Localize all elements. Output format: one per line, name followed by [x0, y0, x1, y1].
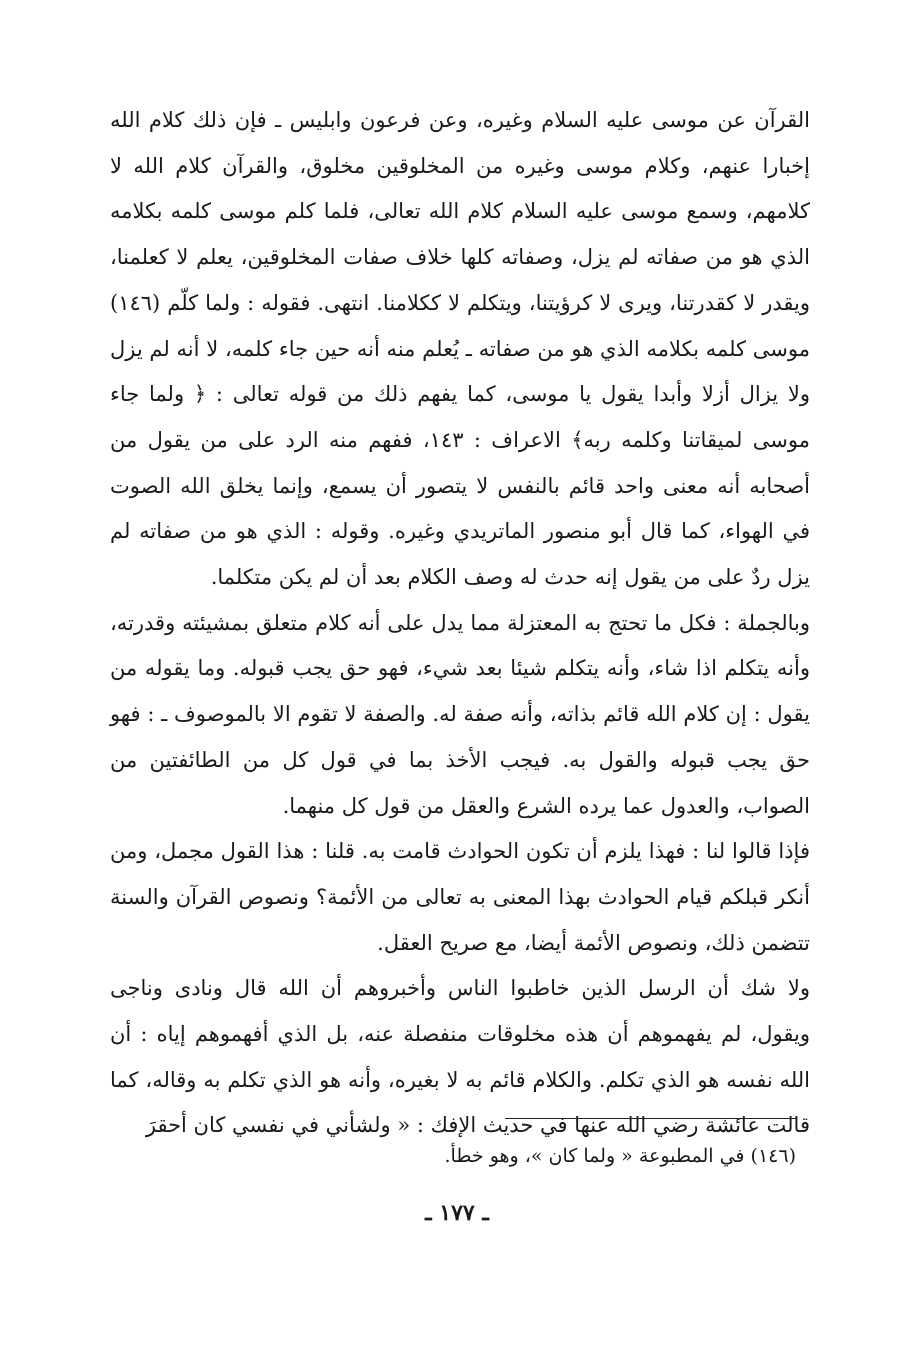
paragraph-2: وبالجملة : فكل ما تحتج به المعتزلة مما يدل على أنه كلام متعلق بمشيئته وقدرته، وأنه يتكلم اذا شاء، وأنه يتكلم شيئا بعد شيء، فهو حق يجب قبوله. وما يقوله من يقول : إن كلام الله قائم بذاته، وأنه صفة له. والصفة لا تقوم الا بالموصوف ـ : فهو حق يجب قبوله والقول به. فيجب الأخذ بما في قول كل من الطائفتين من الصواب، والعدول عما يرده الشرع والعقل من قول كل منهما.: [110, 610, 810, 818]
main-text: [110, 98, 810, 1149]
footnote: (١٤٦) في المطبوعة « ولما كان »، وهو خطأ.: [444, 1145, 796, 1167]
paragraph-3: فإذا قالوا لنا : فهذا يلزم أن تكون الحوادث قامت به. قلنا : هذا القول مجمل، ومن أنكر قبلكم قيام الحوادث بهذا المعنى به تعالى من الأئمة؟ ونصوص القرآن والسنة تتضمن ذلك، ونصوص الأئمة أيضا، مع صريح العقل.: [110, 839, 810, 955]
paragraph-1: القرآن عن موسى عليه السلام وغيره، وعن فرعون وابليس ـ فإن ذلك كلام الله إخبارا عنهم، وكلام موسى وغيره من المخلوقين مخلوق، والقرآن كلام الله لا كلامهم، وسمع موسى عليه السلام كلام الله تعالى، فلما كلم موسى كلمه بكلامه الذي هو من صفاته لم يزل، وصفاته كلها خلاف صفات المخلوقين، يعلم لا كعلمنا، ويقدر لا كقدرتنا، ويرى لا كرؤيتنا، ويتكلم لا ككلامنا. انتهى. فقوله : ولما كلّم (١٤٦) موسى كلمه بكلامه الذي هو من صفاته ـ يُعلم منه أنه حين جاء كلمه، لا أنه لم يزل ولا يزال أزلا وأبدا يقول يا موسى، كما يفهم ذلك من قوله تعالى : ﴿ ولما جاء موسى لميقاتنا وكلمه ربه﴾ الاعراف : ١٤٣، ففهم منه الرد على من يقول من أصحابه أنه معنى واحد قائم بالنفس لا يتصور أن يسمع، وإنما يخلق الله الصوت في الهواء، كما قال أبو منصور الماتريدي وغيره. وقوله : الذي هو من صفاته لم يزل ردٌ على من يقول إنه حدث له وصف الكلام بعد أن لم يكن متكلما.: [110, 108, 810, 590]
paragraph-4: ولا شك أن الرسل الذين خاطبوا الناس وأخبروهم أن الله قال ونادى وناجى ويقول، لم يفهموهم أن هذه مخلوقات منفصلة عنه، بل الذي أفهموهم إياه : أن الله نفسه هو الذي تكلم. والكلام قائم به لا بغيره، وأنه هو الذي تكلم به وقاله، كما قالت عائشة رضي الله عنها في حديث الإفك : « ولشأني في نفسي كان أحقرَ: [110, 976, 810, 1138]
footnote-divider: [505, 1118, 797, 1119]
page-number: ـ ١٧٧ ـ: [425, 1200, 489, 1226]
